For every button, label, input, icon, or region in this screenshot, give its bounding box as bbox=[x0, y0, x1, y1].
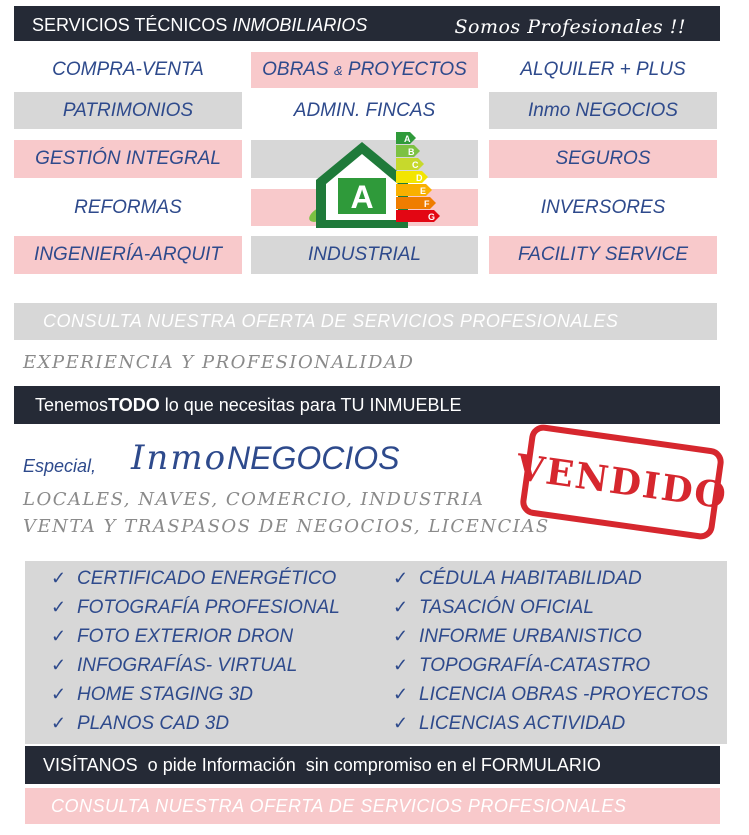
especial-line1: LOCALES, NAVES, COMERCIO, INDUSTRIA bbox=[23, 489, 485, 510]
service-inversores[interactable]: INVERSORES bbox=[540, 196, 666, 218]
offer-banner-bottom[interactable] bbox=[25, 788, 720, 824]
energy-step-label: G bbox=[428, 212, 436, 222]
service-item[interactable] bbox=[393, 680, 708, 709]
energy-step-label: E bbox=[420, 186, 427, 196]
inmonegocios-logo[interactable] bbox=[131, 438, 400, 478]
check-icon: ✓ bbox=[51, 626, 67, 646]
check-icon: ✓ bbox=[393, 626, 409, 646]
service-seguros[interactable]: SEGUROS bbox=[489, 140, 717, 178]
energy-house-icon bbox=[300, 128, 450, 238]
service-item-label: CERTIFICADO ENERGÉTICO bbox=[77, 567, 337, 589]
service-admin-fincas[interactable]: ADMIN. FINCAS bbox=[293, 99, 436, 121]
service-item-label: CÉDULA HABITABILIDAD bbox=[419, 567, 642, 589]
service-ingenieria-arquit[interactable]: INGENIERÍA-ARQUIT bbox=[14, 236, 242, 274]
service-item-label: PLANOS CAD 3D bbox=[77, 712, 230, 734]
service-item-label: INFOGRAFÍAS- VIRTUAL bbox=[77, 654, 298, 676]
service-compra-venta[interactable]: COMPRA-VENTA bbox=[52, 59, 204, 80]
service-item[interactable] bbox=[393, 564, 708, 593]
service-obras-proyectos[interactable] bbox=[251, 52, 478, 88]
energy-step-label: B bbox=[408, 147, 415, 157]
todo-bold: TODO bbox=[108, 394, 160, 415]
offer-banner-top[interactable] bbox=[14, 303, 717, 340]
service-item-label: LICENCIAS ACTIVIDAD bbox=[419, 712, 626, 734]
energy-house-svg bbox=[300, 128, 450, 238]
header-title bbox=[32, 15, 367, 36]
service-item[interactable] bbox=[393, 651, 708, 680]
service-patrimonios[interactable]: PATRIMONIOS bbox=[14, 92, 242, 129]
service-industrial[interactable]: INDUSTRIAL bbox=[251, 236, 478, 274]
service-item-label: HOME STAGING 3D bbox=[77, 683, 253, 705]
service-item-label: LICENCIA OBRAS -PROYECTOS bbox=[419, 683, 709, 705]
energy-letter: A bbox=[350, 179, 374, 215]
vendido-stamp: VENDIDO bbox=[519, 423, 726, 541]
header-title-plain: SERVICIOS TÉCNICOS bbox=[32, 15, 233, 35]
services-panel bbox=[25, 561, 727, 744]
service-item-label: TASACIÓN OFICIAL bbox=[419, 596, 594, 618]
service-gestion-integral[interactable]: GESTIÓN INTEGRAL bbox=[14, 140, 242, 178]
service-facility[interactable]: FACILITY SERVICE bbox=[489, 236, 717, 274]
proyectos-label: PROYECTOS bbox=[347, 59, 467, 80]
service-item[interactable] bbox=[51, 564, 340, 593]
energy-step-d bbox=[396, 171, 428, 183]
service-item-label: FOTO EXTERIOR DRON bbox=[77, 625, 294, 647]
todo-post: lo que necesitas para TU INMUEBLE bbox=[159, 394, 462, 415]
service-item[interactable] bbox=[51, 593, 340, 622]
energy-scale bbox=[396, 132, 440, 222]
service-item[interactable] bbox=[51, 622, 340, 651]
logo-negocios: NEGOCIOS bbox=[227, 440, 400, 476]
service-reformas[interactable]: REFORMAS bbox=[74, 196, 182, 218]
todo-pre: Tenemos bbox=[35, 394, 109, 415]
especial-line2: VENTA Y TRASPASOS DE NEGOCIOS, LICENCIAS bbox=[23, 516, 550, 537]
logo-inmo: Inmo bbox=[131, 438, 228, 478]
energy-step-c bbox=[396, 158, 424, 170]
header-tagline: Somos Profesionales !! bbox=[454, 16, 686, 38]
service-item[interactable] bbox=[51, 709, 340, 738]
visit-bar[interactable] bbox=[25, 746, 720, 784]
check-icon: ✓ bbox=[393, 713, 409, 733]
check-icon: ✓ bbox=[393, 655, 409, 675]
check-icon: ✓ bbox=[51, 655, 67, 675]
check-icon: ✓ bbox=[51, 684, 67, 704]
energy-step-e bbox=[396, 184, 432, 196]
services-left-list bbox=[51, 564, 340, 738]
check-icon: ✓ bbox=[51, 568, 67, 588]
todo-bar bbox=[14, 386, 720, 424]
service-item[interactable] bbox=[393, 622, 708, 651]
experience-text: EXPERIENCIA Y PROFESIONALIDAD bbox=[23, 352, 415, 373]
service-item-label: TOPOGRAFÍA-CATASTRO bbox=[419, 654, 651, 676]
service-alquiler-plus[interactable]: ALQUILER + PLUS bbox=[520, 59, 686, 80]
check-icon: ✓ bbox=[393, 597, 409, 617]
check-icon: ✓ bbox=[393, 684, 409, 704]
energy-step-label: D bbox=[416, 173, 423, 183]
offer-banner-bottom-text: CONSULTA NUESTRA OFERTA DE SERVICIOS PROFESIONALES bbox=[51, 795, 627, 816]
energy-step-label: A bbox=[404, 134, 411, 144]
service-item[interactable] bbox=[393, 709, 708, 738]
energy-step-f bbox=[396, 197, 436, 209]
services-right-list bbox=[393, 564, 708, 738]
check-icon: ✓ bbox=[51, 597, 67, 617]
service-inmo-negocios[interactable]: Inmo NEGOCIOS bbox=[489, 92, 717, 129]
obras-amp: & bbox=[333, 62, 343, 78]
header-title-italic: INMOBILIARIOS bbox=[232, 15, 368, 35]
service-item-label: FOTOGRAFÍA PROFESIONAL bbox=[77, 596, 340, 618]
check-icon: ✓ bbox=[51, 713, 67, 733]
header-bar bbox=[14, 6, 720, 41]
visit-bar-text: VISÍTANOS o pide Información sin compromiso en el FORMULARIO bbox=[43, 754, 601, 775]
energy-step-label: C bbox=[412, 160, 419, 170]
obras-label: OBRAS bbox=[262, 59, 329, 80]
service-item[interactable] bbox=[51, 680, 340, 709]
service-item[interactable] bbox=[393, 593, 708, 622]
service-item-label: INFORME URBANISTICO bbox=[419, 625, 642, 647]
offer-banner-top-text: CONSULTA NUESTRA OFERTA DE SERVICIOS PROFESIONALES bbox=[43, 311, 619, 331]
especial-label: Especial, bbox=[23, 456, 97, 476]
energy-step-label: F bbox=[424, 199, 430, 209]
service-item[interactable] bbox=[51, 651, 340, 680]
check-icon: ✓ bbox=[393, 568, 409, 588]
